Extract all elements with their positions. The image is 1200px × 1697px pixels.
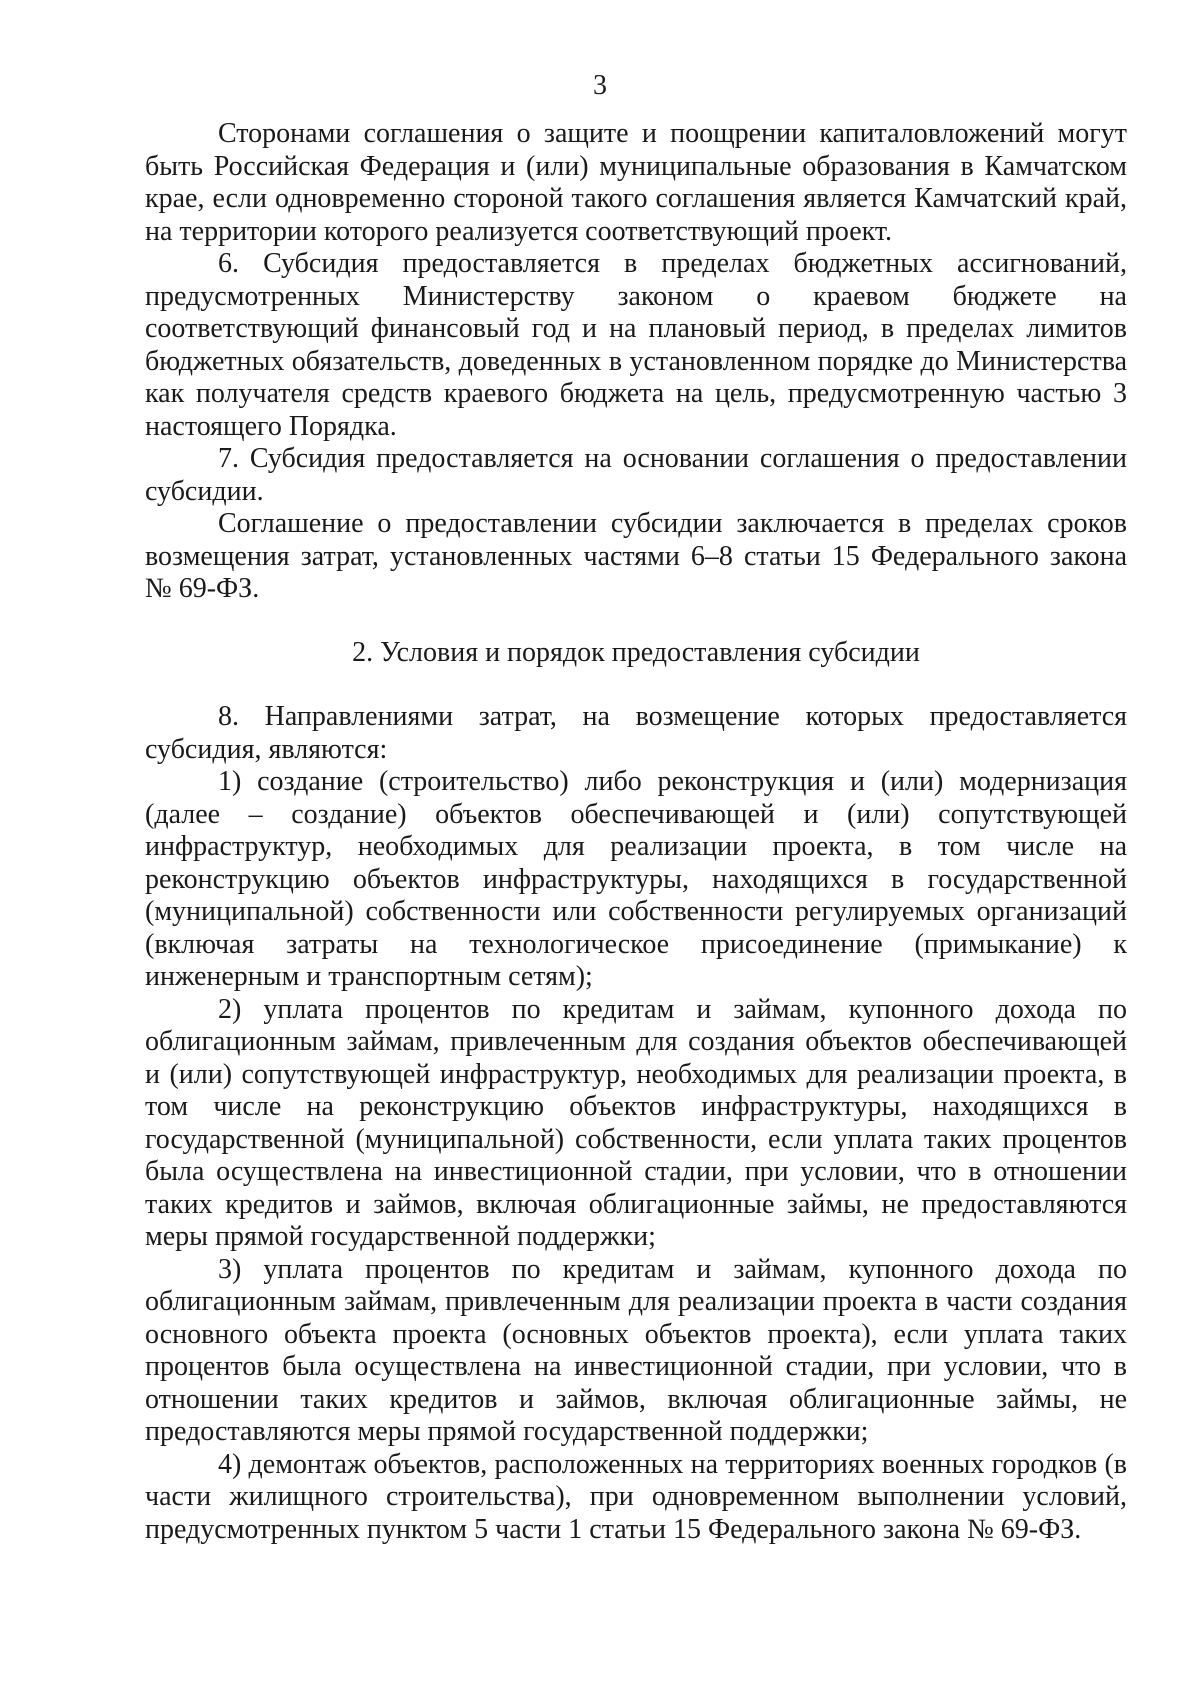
list-item-2: 2) уплата процентов по кредитам и займам, купонного дохода по облигационным займам, привлеченным для создания объектов обеспечивающей и (или) сопутствующей инфраструктур, необходимых для реализации проекта, в том числе на реконструкцию объектов инфраструктуры, находящихся в государственной (муниципальной) собственности, если уплата таких процентов была осуществлена на инвестиционной стадии, при условии, что в отношении таких кредитов и займов, включая облигационные займы, не предоставляются меры прямой государственной поддержки; (145, 993, 1127, 1252)
list-item-4: 4) демонтаж объектов, расположенных на территориях военных городков (в части жилищного строительства), при одновременном выполнении условий, предусмотренных пунктом 5 части 1 статьи 15 Федерального закона № 69-ФЗ. (145, 1448, 1127, 1545)
paragraph-item-6: 6. Субсидия предоставляется в пределах бюджетных ассигнований, предусмотренных Министерству законом о краевом бюджете на соответствующий финансовый год и на плановый период, в пределах лимитов бюджетных обязательств, доведенных в установленном порядке до Министерства как получателя средств краевого бюджета на цель, предусмотренную частью 3 настоящего Порядка. (145, 248, 1127, 442)
section-heading: 2. Условия и порядок предоставления субсидии (352, 636, 920, 668)
page-number: 3 (593, 70, 607, 101)
paragraph-agreement-terms: Соглашение о предоставлении субсидии заключается в пределах сроков возмещения затрат, установленных частями 6–8 статьи 15 Федерального закона № 69-ФЗ. (145, 508, 1127, 604)
list-item-1: 1) создание (строительство) либо реконструкция и (или) модернизация (далее – создание) объектов обеспечивающей и (или) сопутствующей инфраструктур, необходимых для реализации проекта, в том числе на реконструкцию объектов инфраструктуры, находящихся в государственной (муниципальной) собственности или собственности регулируемых организаций (включая затраты на технологическое присоединение (примыкание) к инженерным и транспортным сетям); (145, 766, 1127, 992)
paragraph-agreement-parties: Сторонами соглашения о защите и поощрении капиталовложений могут быть Российская Федерация и (или) муниципальные образования в Камчатском крае, если одновременно стороной такого соглашения является Камчатский край, на территории которого реализуется соответствующий проект. (145, 118, 1127, 247)
paragraph-item-7: 7. Субсидия предоставляется на основании соглашения о предоставлении субсидии. (145, 443, 1127, 507)
document-body (145, 118, 1127, 1546)
list-item-3: 3) уплата процентов по кредитам и займам, купонного дохода по облигационным займам, привлеченным для реализации проекта в части создания основного объекта проекта (основных объектов проекта), если уплата таких процентов была осуществлена на инвестиционной стадии, при условии, что в отношении таких кредитов и займов, включая облигационные займы, не предоставляются меры прямой государственной поддержки; (145, 1253, 1127, 1447)
paragraph-item-8: 8. Направлениями затрат, на возмещение которых предоставляется субсидия, являются: (145, 701, 1127, 765)
